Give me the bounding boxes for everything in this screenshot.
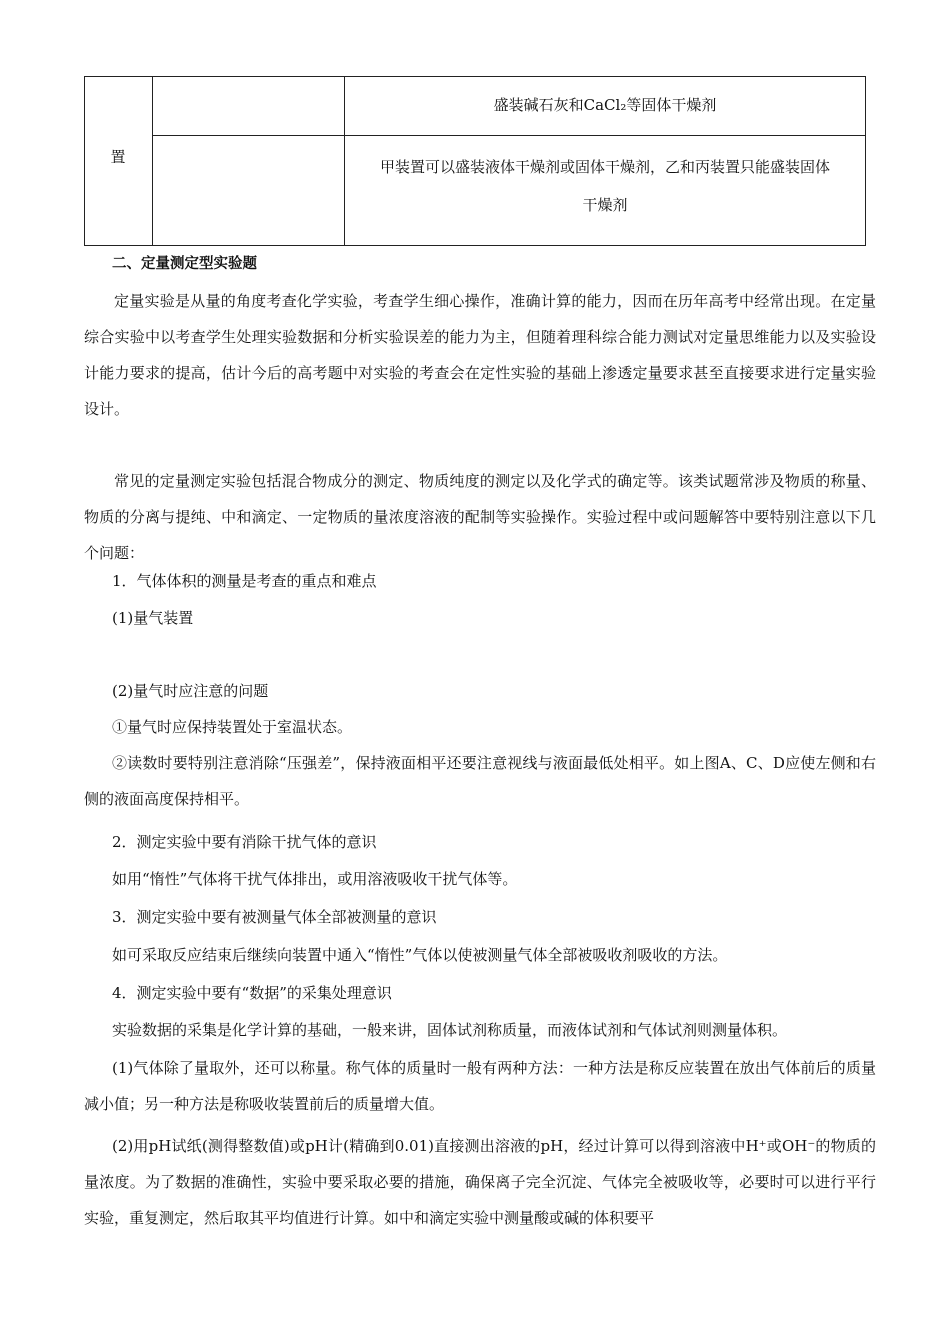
paragraph-common: 常见的定量测定实验包括混合物成分的测定、物质纯度的测定以及化学式的确定等。该类试题常涉及物质的称量、物质的分离与提纯、中和滴定、一定物质的量浓度溶液的配制等实验操作。实验过程中或问题解答中要特别注意以下几个问题：: [84, 472, 876, 562]
point-3-heading: 3．测定实验中要有被测量气体全部被测量的意识: [112, 908, 437, 926]
point-4-item-2: (2)用pH试纸(测得整数值)或pH计(精确到0.01)直接测出溶液的pH，经过计算可以得到溶液中H⁺或OH⁻的物质的量浓度。为了数据的准确性，实验中要采取必要的措施，确保离子完全沉淀、气体完全被吸收等，必要时可以进行平行实验，重复测定，然后取其平均值进行计算。如中和滴定实验中测量酸或碱的体积要平: [84, 1137, 876, 1227]
table-cell-bottom-line1: 甲装置可以盛装液体干燥剂或固体干燥剂，乙和丙装置只能盛装固体: [379, 158, 830, 176]
table-cell-bottom-line2: 干燥剂: [582, 196, 628, 214]
point-1-sub-b: (2)量气时应注意的问题: [112, 682, 269, 700]
point-1-item-1: ①量气时应保持装置处于室温状态。: [112, 718, 353, 736]
point-4-item-1: (1)气体除了量取外，还可以称量。称气体的质量时一般有两种方法：一种方法是称反应装置在放出气体前后的质量减小值；另一种方法是称吸收装置前后的质量增大值。: [84, 1059, 876, 1113]
point-3-text: 如可采取反应结束后继续向装置中通入“惰性”气体以使被测量气体全部被吸收剂吸收的方法。: [112, 946, 728, 964]
section-heading: 二、定量测定型实验题: [112, 256, 257, 272]
point-1-heading: 1．气体体积的测量是考查的重点和难点: [112, 572, 377, 590]
point-2-heading: 2．测定实验中要有消除干扰气体的意识: [112, 833, 377, 851]
dryer-table: [84, 76, 866, 246]
paragraph-intro: 定量实验是从量的角度考查化学实验，考查学生细心操作，准确计算的能力，因而在历年高考中经常出现。在定量综合实验中以考查学生处理实验数据和分析实验误差的能力为主，但随着理科综合能力测试对定量思维能力以及实验设计能力要求的提高，估计今后的高考题中对实验的考查会在定性实验的基础上渗透定量要求甚至直接要求进行定量实验设计。: [84, 292, 876, 418]
point-4-text: 实验数据的采集是化学计算的基础，一般来讲，固体试剂称质量，而液体试剂和气体试剂则测量体积。: [112, 1021, 788, 1039]
point-1-sub-a: (1)量气装置: [112, 609, 194, 627]
table-cell-top: 盛装碱石灰和CaCl₂等固体干燥剂: [493, 96, 717, 114]
point-2-text: 如用“惰性”气体将干扰气体排出，或用溶液吸收干扰气体等。: [112, 870, 518, 888]
table-row-label: 置: [110, 148, 126, 166]
point-1-item-2: ②读数时要特别注意消除“压强差”，保持液面相平还要注意视线与液面最低处相平。如上图A、C、D应使左侧和右侧的液面高度保持相平。: [84, 754, 876, 808]
point-4-heading: 4．测定实验中要有“数据”的采集处理意识: [112, 984, 392, 1002]
